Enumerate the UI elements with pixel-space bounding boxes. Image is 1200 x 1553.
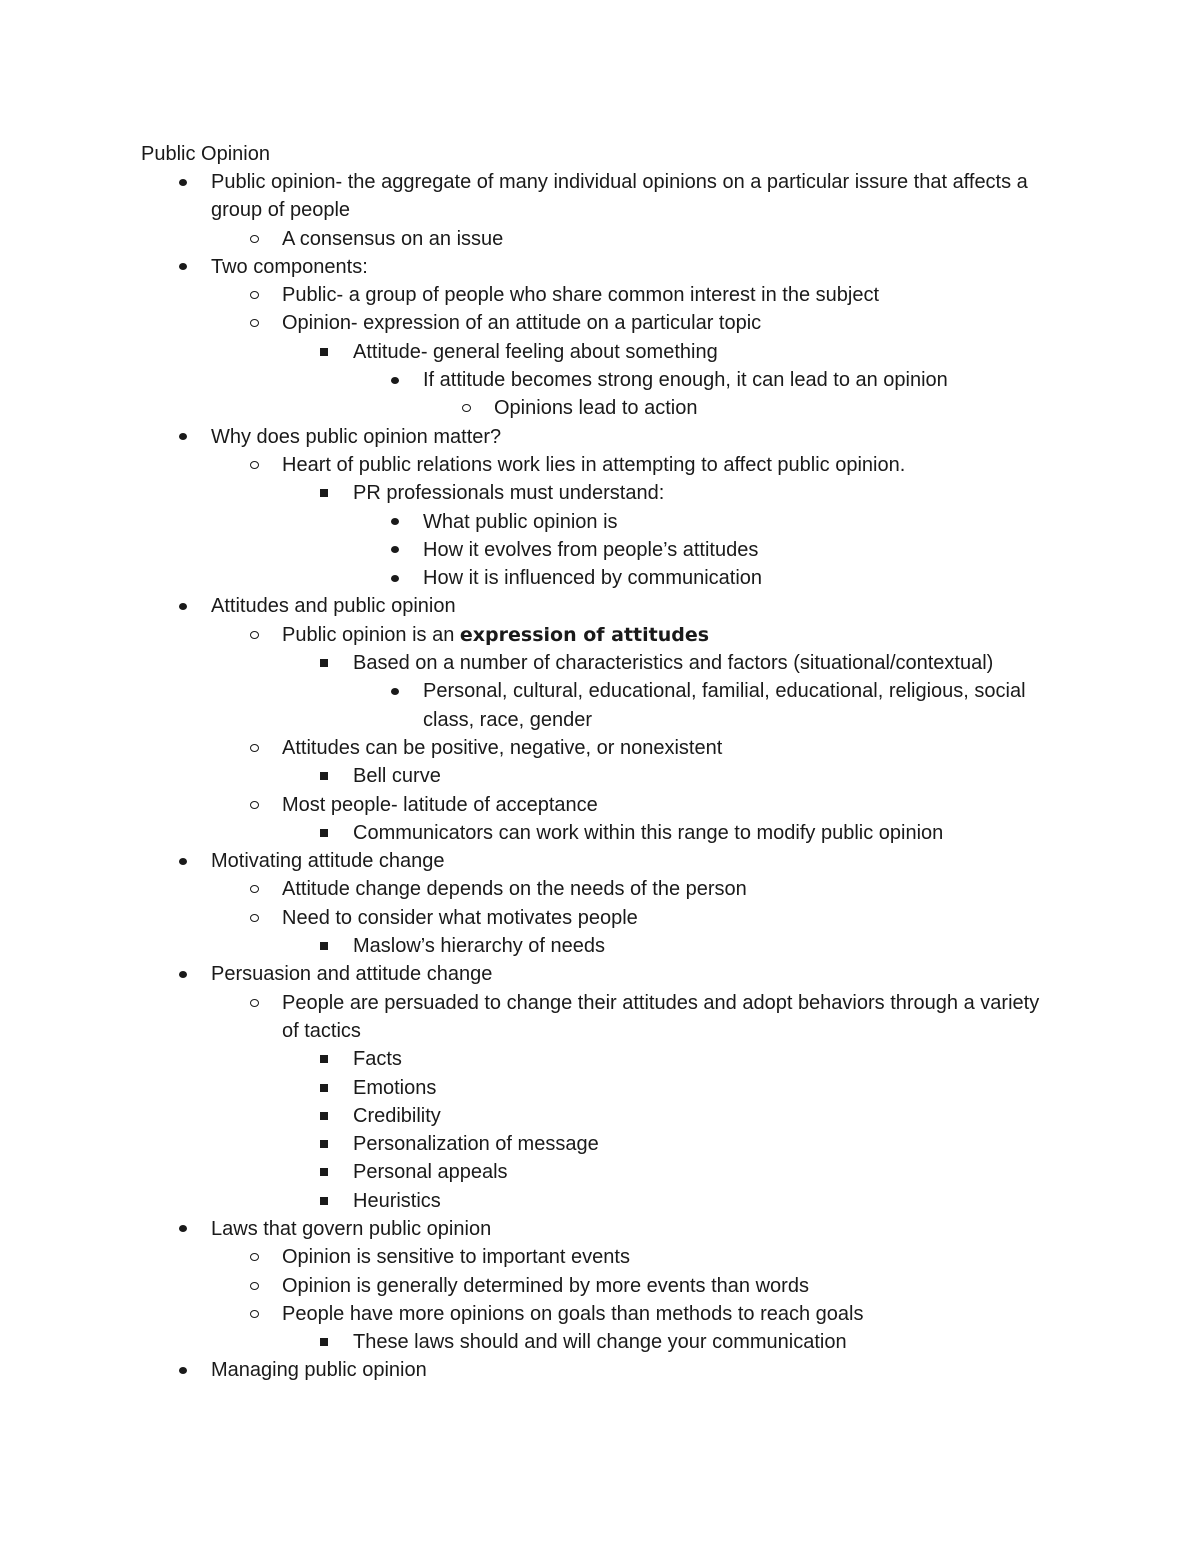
list-item (0, 1074, 1200, 1102)
circle-bullet-icon (247, 451, 261, 479)
list-item-text: How it is influenced by communication (423, 567, 763, 590)
emphasis-text: expression of attitudes (459, 623, 710, 646)
list-item (0, 536, 1200, 564)
list-item-text: Managing public opinion (211, 1359, 427, 1382)
list-item (0, 1300, 1200, 1328)
list-item (0, 168, 1200, 225)
square-bullet-icon (317, 819, 331, 847)
disc-bullet-icon (388, 366, 402, 394)
circle-bullet-icon (247, 791, 261, 819)
disc-bullet-icon (176, 1215, 190, 1243)
list-item-text: Two components: (211, 255, 368, 278)
disc-bullet-icon (388, 536, 402, 564)
list-item-text: Attitude change depends on the needs of the person (282, 878, 747, 901)
disc-bullet-icon (176, 253, 190, 281)
list-item (0, 1243, 1200, 1271)
list-item-text: Motivating attitude change (211, 850, 445, 873)
list-item (0, 621, 1200, 649)
list-item (0, 847, 1200, 875)
list-item (0, 338, 1200, 366)
list-item-text: PR professionals must understand: (353, 482, 665, 505)
outline-list (0, 168, 1200, 1385)
list-item (0, 1215, 1200, 1243)
list-item-text: Why does public opinion matter? (211, 425, 502, 448)
list-item (0, 875, 1200, 903)
circle-bullet-icon (247, 904, 261, 932)
list-item-text: Credibility (353, 1104, 441, 1127)
square-bullet-icon (317, 762, 331, 790)
list-item-text: Heuristics (353, 1189, 441, 1212)
list-item-text: Persuasion and attitude change (211, 963, 493, 986)
list-item (0, 394, 1200, 422)
list-item (0, 508, 1200, 536)
disc-bullet-icon (176, 1356, 190, 1384)
list-item (0, 989, 1200, 1046)
square-bullet-icon (317, 1158, 331, 1186)
square-bullet-icon (317, 1130, 331, 1158)
square-bullet-icon (317, 649, 331, 677)
disc-bullet-icon (176, 960, 190, 988)
list-item (0, 281, 1200, 309)
square-bullet-icon (317, 1187, 331, 1215)
list-item-text: These laws should and will change your communication (353, 1331, 847, 1354)
list-item-text: Emotions (353, 1076, 437, 1099)
list-item-text: Opinion is sensitive to important events (282, 1246, 630, 1269)
list-item (0, 1187, 1200, 1215)
disc-bullet-icon (176, 592, 190, 620)
circle-bullet-icon (459, 394, 473, 422)
list-item-text: Most people- latitude of acceptance (282, 793, 598, 816)
list-item-text: Attitudes can be positive, negative, or nonexistent (282, 736, 723, 759)
disc-bullet-icon (176, 847, 190, 875)
list-item (0, 762, 1200, 790)
list-item (0, 1158, 1200, 1186)
list-item (0, 904, 1200, 932)
square-bullet-icon (317, 1328, 331, 1356)
disc-bullet-icon (176, 168, 190, 196)
list-item (0, 479, 1200, 507)
list-item (0, 423, 1200, 451)
circle-bullet-icon (247, 281, 261, 309)
list-item (0, 1045, 1200, 1073)
list-item (0, 677, 1200, 734)
list-item-text: Facts (353, 1048, 402, 1071)
list-item (0, 791, 1200, 819)
list-item-text: Laws that govern public opinion (211, 1217, 492, 1240)
list-item-text: Need to consider what motivates people (282, 906, 638, 929)
circle-bullet-icon (247, 621, 261, 649)
list-item-text: Public- a group of people who share common interest in the subject (282, 284, 880, 307)
list-item-text: Attitude- general feeling about something (353, 340, 718, 363)
list-item (0, 366, 1200, 394)
list-item-text: How it evolves from people’s attitudes (423, 538, 759, 561)
square-bullet-icon (317, 1045, 331, 1073)
circle-bullet-icon (247, 875, 261, 903)
square-bullet-icon (317, 479, 331, 507)
list-item (0, 1102, 1200, 1130)
list-item-text: Attitudes and public opinion (211, 595, 456, 618)
list-item-text: Communicators can work within this range to modify public opinion (353, 821, 944, 844)
list-item (0, 1328, 1200, 1356)
list-item (0, 1130, 1200, 1158)
circle-bullet-icon (247, 225, 261, 253)
circle-bullet-icon (247, 989, 261, 1017)
circle-bullet-icon (247, 734, 261, 762)
square-bullet-icon (317, 1074, 331, 1102)
list-item (0, 932, 1200, 960)
square-bullet-icon (317, 932, 331, 960)
list-item-text: Public opinion- the aggregate of many individual opinions on a particular issure that affects a group of people (211, 171, 1028, 222)
list-item-text: If attitude becomes strong enough, it can lead to an opinion (423, 369, 948, 392)
list-item (0, 592, 1200, 620)
disc-bullet-icon (176, 423, 190, 451)
list-item-text: Bell curve (353, 765, 441, 788)
list-item-text: Opinions lead to action (494, 397, 698, 420)
square-bullet-icon (317, 1102, 331, 1130)
list-item-text: Heart of public relations work lies in attempting to affect public opinion. (282, 453, 906, 476)
list-item-text: People have more opinions on goals than methods to reach goals (282, 1302, 864, 1325)
circle-bullet-icon (247, 309, 261, 337)
disc-bullet-icon (388, 564, 402, 592)
list-item-text: A consensus on an issue (282, 227, 504, 250)
list-item (0, 564, 1200, 592)
list-item (0, 649, 1200, 677)
list-item (0, 309, 1200, 337)
list-item-text: Personalization of message (353, 1133, 599, 1156)
page-title: Public Opinion (141, 143, 270, 165)
circle-bullet-icon (247, 1272, 261, 1300)
list-item (0, 253, 1200, 281)
circle-bullet-icon (247, 1300, 261, 1328)
list-item (0, 819, 1200, 847)
list-item (0, 960, 1200, 988)
list-item (0, 1356, 1200, 1384)
disc-bullet-icon (388, 508, 402, 536)
list-item-text: People are persuaded to change their attitudes and adopt behaviors through a variety of tactics (282, 991, 1040, 1042)
list-item-text: Opinion- expression of an attitude on a particular topic (282, 312, 762, 335)
list-item-text: Based on a number of characteristics and factors (situational/contextual) (353, 652, 994, 675)
list-item (0, 451, 1200, 479)
list-item-text: Maslow’s hierarchy of needs (353, 935, 605, 958)
list-item-text: What public opinion is (423, 510, 618, 533)
list-item-text: Personal, cultural, educational, familial, educational, religious, social class, race, gender (423, 680, 1026, 731)
list-item (0, 225, 1200, 253)
list-item-text: Opinion is generally determined by more events than words (282, 1274, 809, 1297)
list-item (0, 1272, 1200, 1300)
list-item-text: Personal appeals (353, 1161, 508, 1184)
circle-bullet-icon (247, 1243, 261, 1271)
disc-bullet-icon (388, 677, 402, 705)
square-bullet-icon (317, 338, 331, 366)
list-item-text: Public opinion is an expression of attitudes (282, 623, 710, 646)
list-item (0, 734, 1200, 762)
